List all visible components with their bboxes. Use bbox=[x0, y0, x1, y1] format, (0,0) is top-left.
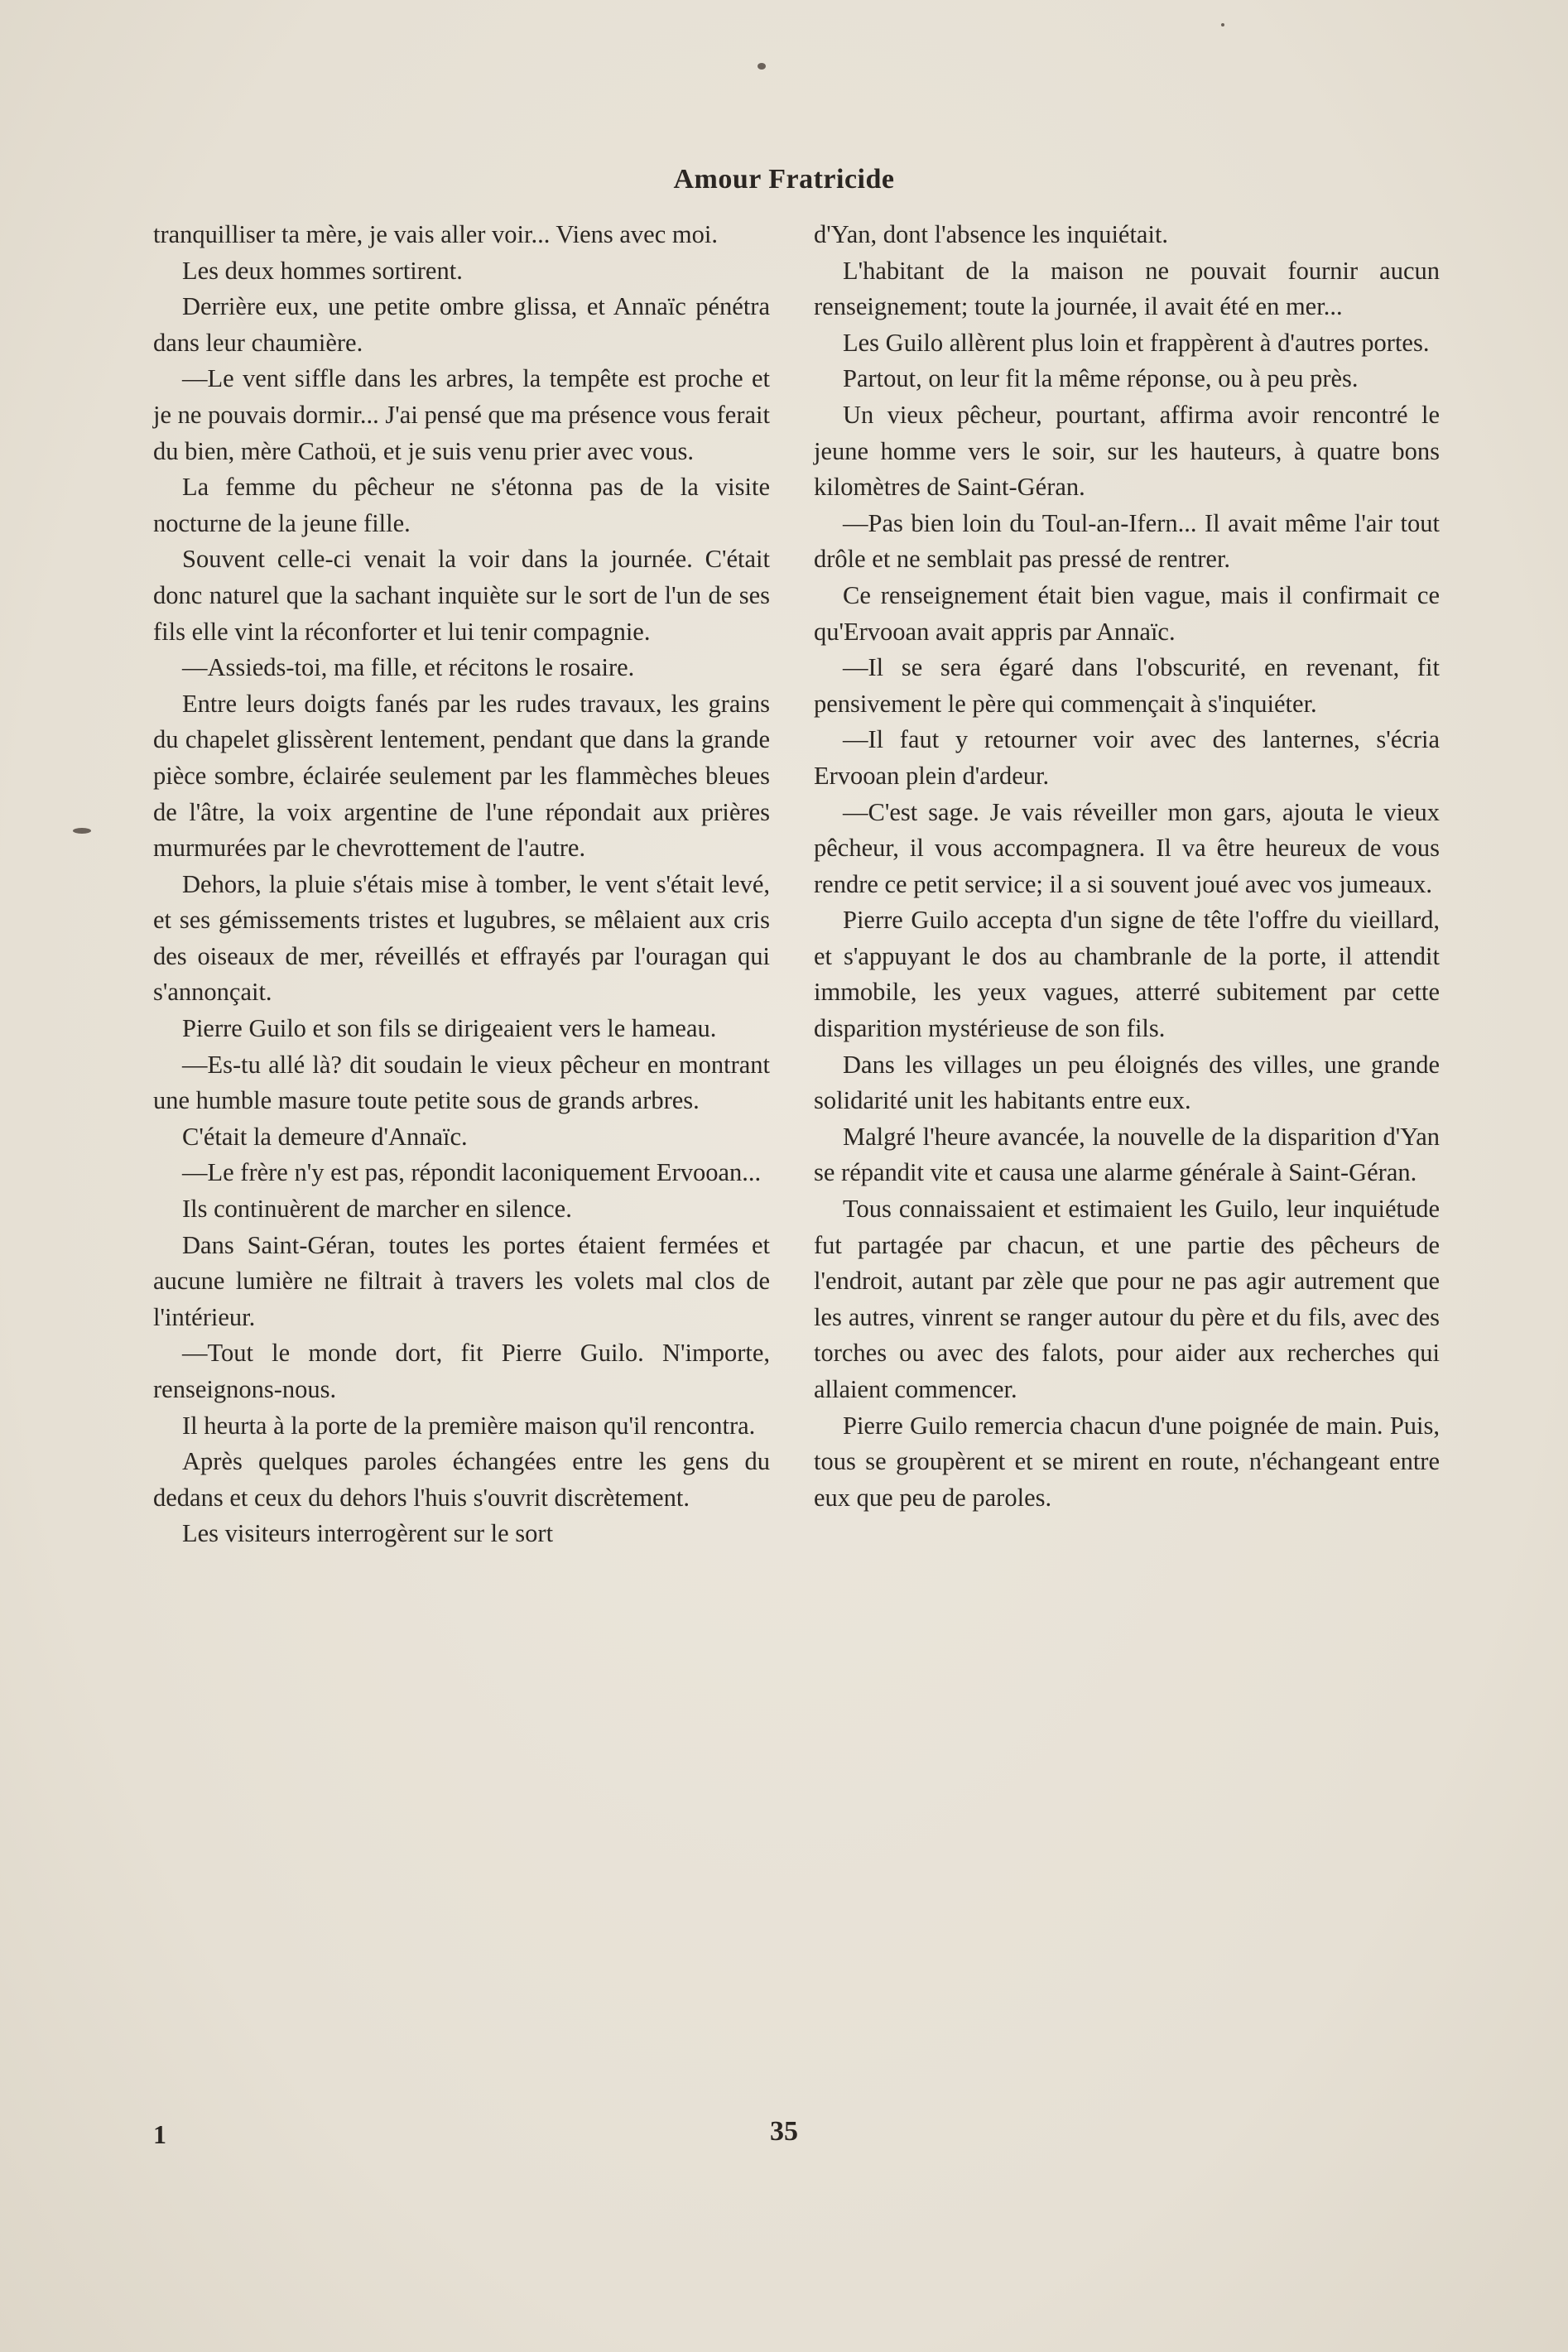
page-number: 35 bbox=[770, 2116, 798, 2147]
right-column bbox=[814, 217, 1440, 1516]
paragraph: —Pas bien loin du Toul-an-Ifern... Il avait même l'air tout drôle et ne semblait pas pressé de rentrer. bbox=[814, 508, 1440, 574]
paragraph: Entre leurs doigts fanés par les rudes travaux, les grains du chapelet glissèrent lentement, pendant que dans la grande pièce sombre, éclairée seulement par les flammèches bleues de l'âtre, la voix argentine de l'une répondait aux prières murmurées par le chevrottement de l'autre. bbox=[153, 689, 770, 863]
paragraph: La femme du pêcheur ne s'étonna pas de la visite nocturne de la jeune fille. bbox=[153, 473, 770, 537]
paragraph: Ils continuèrent de marcher en silence. bbox=[182, 1195, 572, 1224]
paragraph: —Le frère n'y est pas, répondit laconiquement Ervooan... bbox=[182, 1158, 762, 1187]
signature-mark: 1 bbox=[153, 2119, 166, 2149]
ink-speck bbox=[758, 63, 766, 70]
paragraph: d'Yan, dont l'absence les inquiétait. bbox=[814, 220, 1169, 248]
paragraph: —Le vent siffle dans les arbres, la tempête est proche et je ne pouvais dormir... J'ai pensé que ma présence vous ferait du bien, mère Cathoü, et je suis venu prier avec vous. bbox=[153, 364, 770, 465]
paragraph: —Il faut y retourner voir avec des lanternes, s'écria Ervooan plein d'ardeur. bbox=[814, 725, 1440, 790]
paragraph: Après quelques paroles échangées entre les gens du dedans et ceux du dehors l'huis s'ouvrit discrètement. bbox=[153, 1447, 770, 1512]
ink-speck bbox=[1221, 23, 1224, 26]
paragraph: Malgré l'heure avancée, la nouvelle de la disparition d'Yan se répandit vite et causa une alarme générale à Saint-Géran. bbox=[814, 1122, 1440, 1187]
paragraph: —Tout le monde dort, fit Pierre Guilo. N'importe, renseignons-nous. bbox=[153, 1339, 770, 1403]
paragraph: —Es-tu allé là? dit soudain le vieux pêcheur en montrant une humble masure toute petite sous de grands arbres. bbox=[153, 1050, 770, 1115]
paragraph: Ce renseignement était bien vague, mais il confirmait ce qu'Ervooan avait appris par Annaïc. bbox=[814, 580, 1440, 646]
paragraph: Pierre Guilo et son fils se dirigeaient vers le hameau. bbox=[182, 1014, 717, 1043]
paragraph: Il heurta à la porte de la première maison qu'il rencontra. bbox=[182, 1411, 756, 1440]
paragraph: Les deux hommes sortirent. bbox=[182, 256, 463, 285]
paragraph: Les visiteurs interrogèrent sur le sort bbox=[182, 1519, 554, 1548]
paragraph: Un vieux pêcheur, pourtant, affirma avoir rencontré le jeune homme vers le soir, sur les hauteurs, à quatre bons kilomètres de Saint-Géran. bbox=[814, 400, 1440, 502]
paragraph: Les Guilo allèrent plus loin et frappèrent à d'autres portes. bbox=[843, 328, 1430, 357]
paragraph: —Il se sera égaré dans l'obscurité, en revenant, fit pensivement le père qui commençait à s'inquiéter. bbox=[814, 653, 1440, 718]
paragraph: Derrière eux, une petite ombre glissa, et Annaïc pénétra dans leur chaumière. bbox=[153, 292, 770, 357]
paragraph: Souvent celle-ci venait la voir dans la journée. C'était donc naturel que la sachant inquiète sur le sort de l'un de ses fils elle vint la réconforter et lui tenir compagnie. bbox=[153, 545, 770, 646]
paragraph: —Assieds-toi, ma fille, et récitons le rosaire. bbox=[182, 653, 635, 682]
paragraph: Dans les villages un peu éloignés des villes, une grande solidarité unit les habitants entre eux. bbox=[814, 1050, 1440, 1115]
paragraph: Dans Saint-Géran, toutes les portes étaient fermées et aucune lumière ne filtrait à travers les volets mal clos de l'intérieur. bbox=[153, 1230, 770, 1331]
paragraph: —C'est sage. Je vais réveiller mon gars, ajouta le vieux pêcheur, il vous accompagnera. Il va être heureux de vous rendre ce petit service; il a si souvent joué avec vos jumeaux. bbox=[814, 797, 1440, 898]
paragraph: L'habitant de la maison ne pouvait fournir aucun renseignement; toute la journée, il avait été en mer... bbox=[814, 256, 1440, 321]
ink-speck bbox=[73, 828, 91, 834]
paragraph: C'était la demeure d'Annaïc. bbox=[182, 1122, 468, 1151]
paragraph: Partout, on leur fit la même réponse, ou à peu près. bbox=[843, 364, 1359, 393]
paragraph: Dehors, la pluie s'étais mise à tomber, le vent s'était levé, et ses gémissements tristes et lugubres, se mêlaient aux cris des oiseaux de mer, réveillés et effrayés par l'ouragan qui s'annonçait. bbox=[153, 869, 770, 1007]
paragraph: Tous connaissaient et estimaient les Guilo, leur inquiétude fut partagée par chacun, et une partie des pêcheurs de l'endroit, autant par zèle que pour ne pas agir autrement que les autres, vinrent se ranger autour du père et du fils, avec des torches ou avec des falots, pour aider aux recherches qui allaient commencer. bbox=[814, 1195, 1440, 1403]
paragraph: Pierre Guilo remercia chacun d'une poignée de main. Puis, tous se groupèrent et se mirent en route, n'échangeant entre eux que peu de paroles. bbox=[814, 1411, 1440, 1512]
paragraph: tranquilliser ta mère, je vais aller voir... Viens avec moi. bbox=[153, 220, 718, 248]
paragraph: Pierre Guilo accepta d'un signe de tête l'offre du vieillard, et s'appuyant le dos au chambranle de la porte, il attendit immobile, les yeux vagues, atterré subitement par cette disparition mystérieuse de son fils. bbox=[814, 906, 1440, 1043]
running-header: Amour Fratricide bbox=[673, 164, 895, 195]
left-column bbox=[153, 217, 770, 1552]
